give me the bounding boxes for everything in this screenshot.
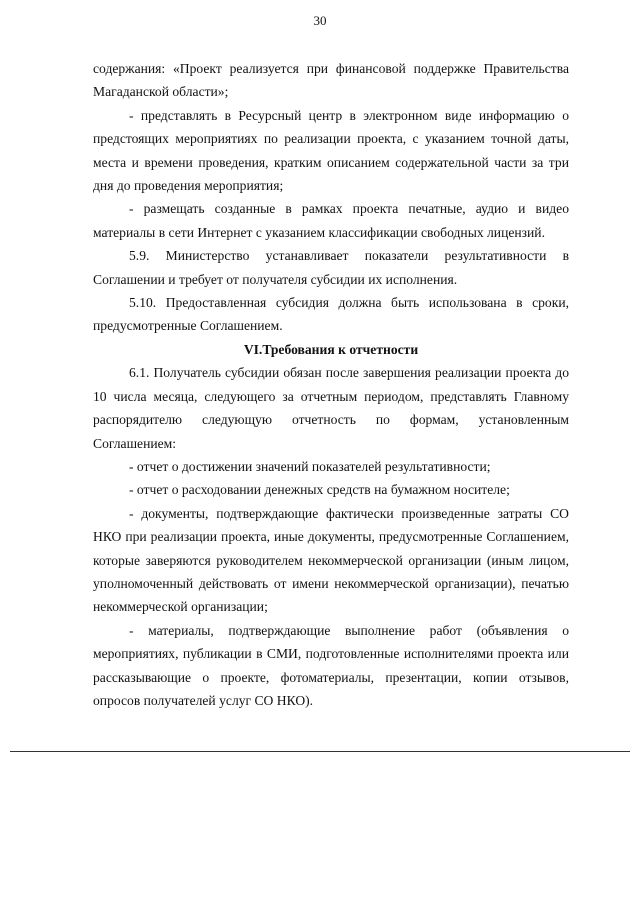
- paragraph: содержания: «Проект реализуется при финансовой поддержке Правительства Магаданской области»;: [93, 61, 569, 100]
- section-heading: VI.Требования к отчетности: [243, 341, 419, 357]
- list-item: - отчет о расходовании денежных средств на бумажном носителе;: [129, 482, 510, 498]
- document-body: [93, 57, 569, 712]
- paragraph: - представлять в Ресурсный центр в электронном виде информацию о предстоящих мероприятиях по реализации проекта, с указанием точной даты, места и времени проведения, кратким описанием содержательной части за три дня до проведения мероприятия;: [93, 107, 569, 194]
- paragraph: - размещать созданные в рамках проекта печатные, аудио и видео материалы в сети Интернет с указанием классификации свободных лицензий.: [93, 201, 569, 240]
- list-item: - материалы, подтверждающие выполнение работ (объявления о мероприятиях, публикации в СМИ, подготовленные исполнителями проекта или рассказывающие о проекте, фотоматериалы, презентации, копии отзывов, опросов получателей услуг СО НКО).: [93, 622, 569, 708]
- page-number: 30: [313, 13, 327, 28]
- paragraph: 6.1. Получатель субсидии обязан после завершения реализации проекта до 10 числа месяца, следующего за отчетным периодом, представлять Главному распорядителю следующую отчетность по формам, установленным Соглашением:: [93, 365, 569, 451]
- paragraph: 5.9. Министерство устанавливает показатели результативности в Соглашении и требует от получателя субсидии их исполнения.: [93, 248, 569, 287]
- list-item: - документы, подтверждающие фактически произведенные затраты СО НКО при реализации проекта, иные документы, предусмотренные Соглашением, которые заверяются руководителем некоммерческой организации (иным лицом, уполномоченный действовать от имени некоммерческой организации), печатью некоммерческой организации;: [93, 505, 569, 615]
- footer-divider: [10, 751, 630, 752]
- list-item: - отчет о достижении значений показателей результативности;: [129, 458, 491, 474]
- paragraph: 5.10. Предоставленная субсидия должна быть использована в сроки, предусмотренные Соглашением.: [93, 295, 569, 334]
